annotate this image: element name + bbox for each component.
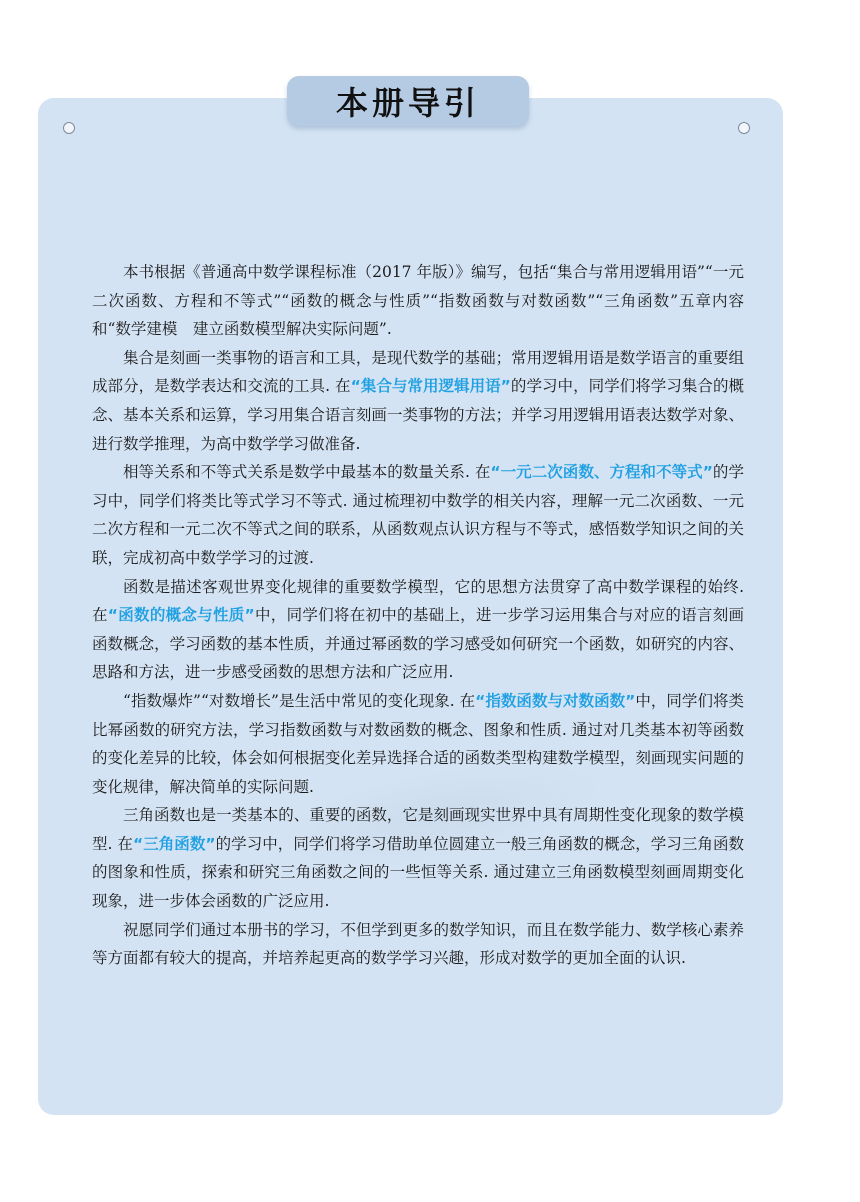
paragraph-sets-logic bbox=[92, 344, 744, 458]
text-run: 集合是刻画一类事物的语言和工具，是现代数学的基础；常用逻辑用语是数学语言的重要组成部分，是数学表达和交流的工具. 在 bbox=[92, 348, 744, 396]
binder-hole-right bbox=[738, 122, 750, 134]
chapter-highlight: “函数的概念与性质” bbox=[107, 606, 255, 625]
text-run: 的学习中，同学们将学习借助单位圆建立一般三角函数的概念，学习三角函数的图象和性质，探索和研究三角函数之间的一些恒等关系. 通过建立三角函数模型刻画周期变化现象，进一步体会函数的广泛应用. bbox=[92, 834, 744, 911]
paragraph-intro bbox=[92, 258, 744, 344]
text-run: 中，同学们将类比幂函数的研究方法，学习指数函数与对数函数的概念、图象和性质. 通过对几类基本初等函数的变化差异的比较，体会如何根据变化差异选择合适的函数类型构建数学模型，刻画现实问题的变化规律，解决简单的实际问题. bbox=[92, 691, 744, 796]
paragraph-functions bbox=[92, 573, 744, 687]
text-run: 本书根据《普通高中数学课程标准（2017 年版）》编写，包括“集合与常用逻辑用语”“一元二次函数、方程和不等式”“函数的概念与性质”“指数函数与对数函数”“三角函数”五章内容和“数学建模 建立函数模型解决实际问题”. bbox=[92, 263, 744, 339]
guide-text bbox=[92, 258, 744, 973]
text-run: 三角函数也是一类基本的、重要的函数，它是刻画现实世界中具有周期性变化现象的数学模型. 在 bbox=[92, 806, 744, 853]
text-run: 的学习中，同学们将类比等式学习不等式. 通过梳理初中数学的相关内容，理解一元二次函数、一元二次方程和一元二次不等式之间的联系，从函数观点认识方程与不等式，感悟数学知识之间的关联，完成初高中数学学习的过渡. bbox=[92, 463, 744, 567]
paragraph-closing bbox=[92, 916, 744, 973]
paragraph-exp-log bbox=[92, 687, 744, 801]
text-run: 中，同学们将在初中的基础上，进一步学习运用集合与对应的语言刻画函数概念，学习函数的基本性质，并通过幂函数的学习感受如何研究一个函数，如研究的内容、思路和方法，进一步感受函数的思想方法和广泛应用. bbox=[92, 606, 744, 682]
title-tab bbox=[287, 76, 529, 126]
page-title: 本册导引 bbox=[335, 84, 480, 122]
binder-hole-left bbox=[63, 122, 75, 134]
chapter-highlight: “三角函数” bbox=[132, 834, 216, 853]
text-run: “指数爆炸”“对数增长”是生活中常见的变化现象. 在 bbox=[123, 691, 476, 710]
text-run: 的学习中，同学们将学习集合的概念、基本关系和运算，学习用集合语言刻画一类事物的方法；并学习用逻辑用语表达数学对象、进行数学推理，为高中数学学习做准备. bbox=[92, 377, 745, 453]
chapter-highlight: “指数函数与对数函数” bbox=[475, 691, 636, 710]
chapter-highlight: “一元二次函数、方程和不等式” bbox=[490, 463, 713, 482]
text-run: 祝愿同学们通过本册书的学习，不但学到更多的数学知识，而且在数学能力、数学核心素养等方面都有较大的提高，并培养起更高的数学学习兴趣，形成对数学的更加全面的认识. bbox=[92, 920, 744, 968]
paragraph-inequalities bbox=[92, 458, 744, 572]
paragraph-trig bbox=[92, 801, 744, 915]
chapter-highlight: “集合与常用逻辑用语” bbox=[350, 377, 511, 396]
text-run: 相等关系和不等式关系是数学中最基本的数量关系. 在 bbox=[123, 463, 491, 482]
text-run: 函数是描述客观世界变化规律的重要数学模型，它的思想方法贯穿了高中数学课程的始终. 在 bbox=[92, 577, 744, 625]
